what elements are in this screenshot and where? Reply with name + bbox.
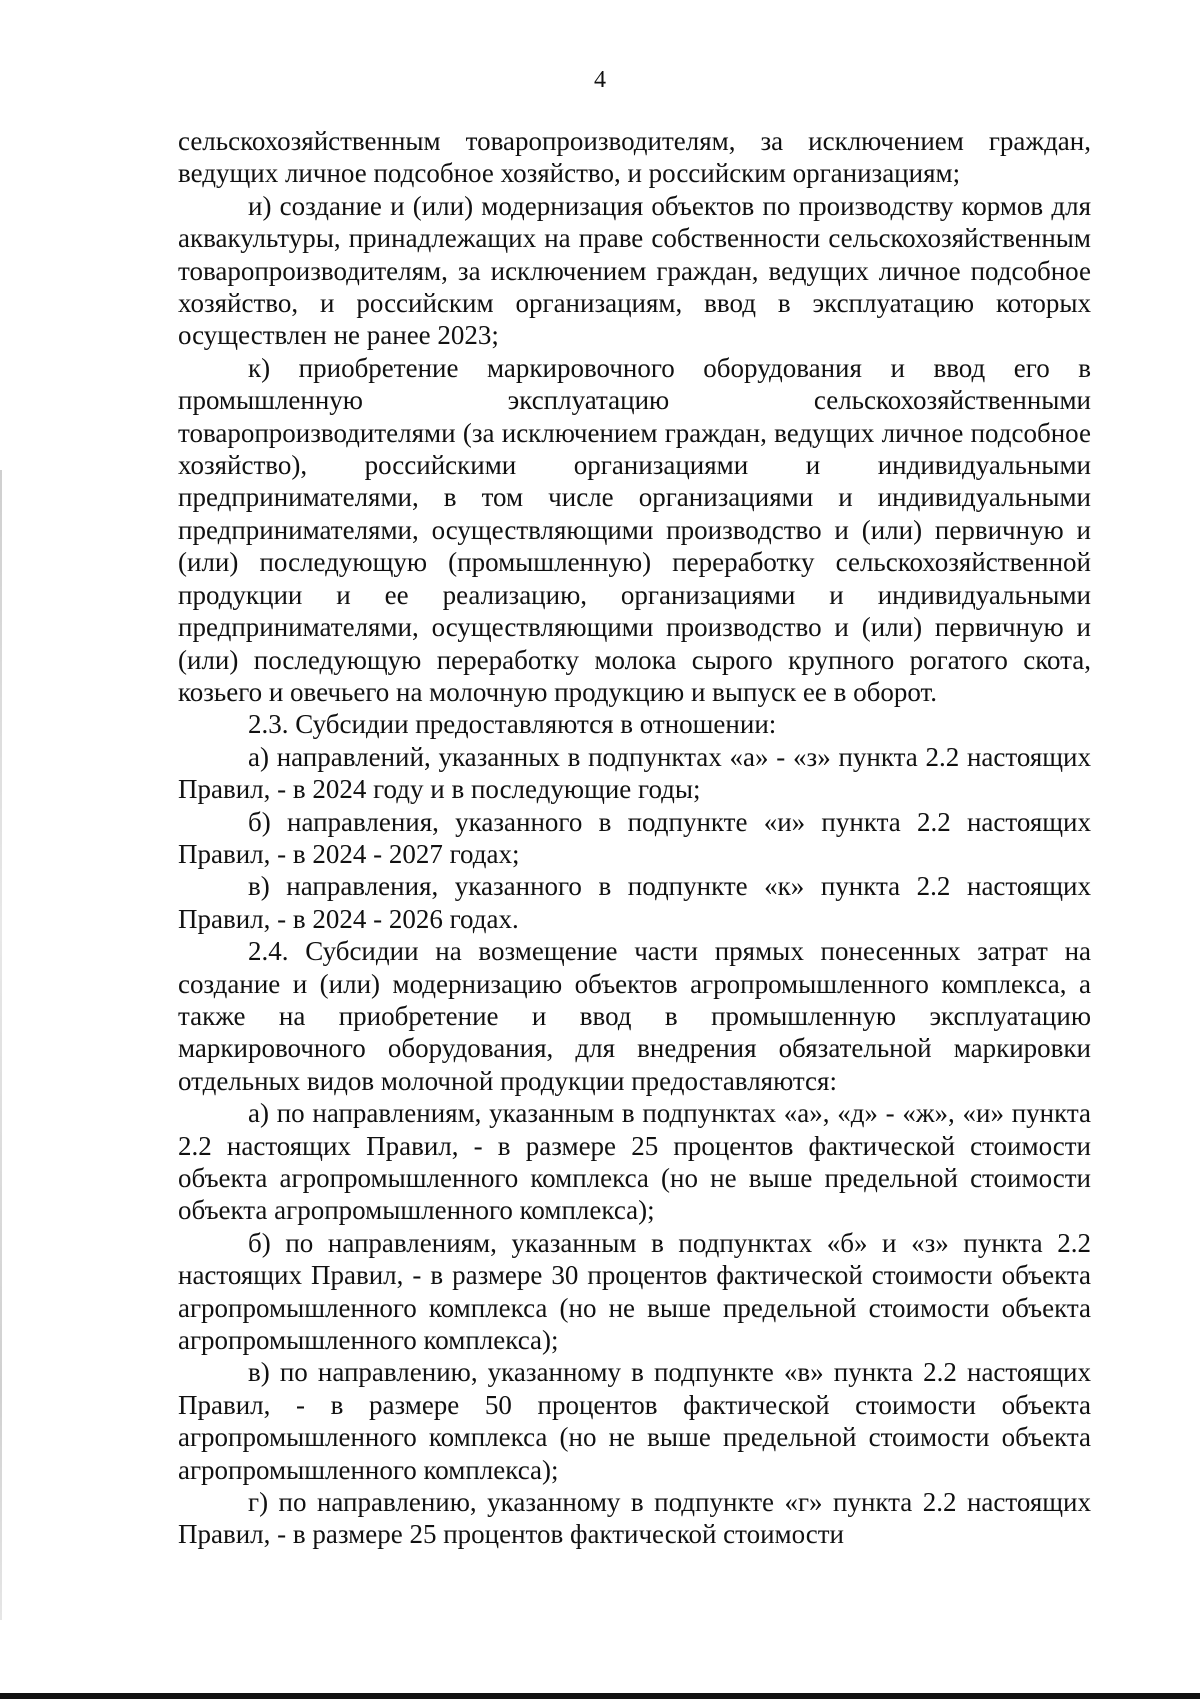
paragraph-item-v: в) направления, указанного в подпункте «к» пункта 2.2 настоящих Правил, - в 2024 - 2026 годах. — [178, 871, 1091, 934]
scan-edge-shadow — [0, 470, 2, 1620]
bottom-border-line — [0, 1693, 1200, 1699]
paragraph-item-b: б) направления, указанного в подпункте «и» пункта 2.2 настоящих Правил, - в 2024 - 2027 годах; — [178, 806, 1091, 869]
document-body — [178, 125, 1091, 1551]
paragraph-item-k: к) приобретение маркировочного оборудования и ввод его в промышленную эксплуатацию сельскохозяйственными товаропроизводителями (за исключением граждан, ведущих личное подсобное хозяйство), российскими организациями и индивидуальными предпринимателями, в том числе организациями и индивидуальными предпринимателями, осуществляющими производство и (или) первичную и (или) последующую (промышленную) переработку сельскохозяйственной продукции и ее реализацию, организациями и индивидуальными предпринимателями, осуществляющими производство и (или) первичную и (или) последующую переработку молока сырого крупного рогатого скота, козьего и овечьего на молочную продукцию и выпуск ее в оборот. — [178, 352, 1091, 707]
paragraph-item-g: г) по направлению, указанному в подпункте «г» пункта 2.2 настоящих Правил, - в размере 25 процентов фактической стоимости — [178, 1487, 1091, 1550]
paragraph-section-2-3: 2.3. Субсидии предоставляются в отношении: — [248, 709, 777, 740]
paragraph-item-b: б) по направлениям, указанным в подпунктах «б» и «з» пункта 2.2 настоящих Правил, - в размере 30 процентов фактической стоимости объекта агропромышленного комплекса (но не выше предельной стоимости объекта агропромышленного комплекса); — [178, 1227, 1091, 1356]
paragraph: сельскохозяйственным товаропроизводителям, за исключением граждан, ведущих личное подсобное хозяйство, и российским организациям; — [178, 126, 1091, 189]
paragraph-section-2-4: 2.4. Субсидии на возмещение части прямых понесенных затрат на создание и (или) модернизацию объектов агропромышленного комплекса, а также на приобретение и ввод в промышленную эксплуатацию маркировочного оборудования, для внедрения обязательной маркировки отдельных видов молочной продукции предоставляются: — [178, 936, 1091, 1096]
paragraph-item-a: а) по направлениям, указанным в подпунктах «а», «д» - «ж», «и» пункта 2.2 настоящих Правил, - в размере 25 процентов фактической стоимости объекта агропромышленного комплекса (но не выше предельной стоимости объекта агропромышленного комплекса); — [178, 1098, 1091, 1226]
page-number: 4 — [594, 67, 606, 93]
paragraph-item-a: а) направлений, указанных в подпунктах «а» - «з» пункта 2.2 настоящих Правил, - в 2024 году и в последующие годы; — [178, 741, 1091, 805]
paragraph-item-v: в) по направлению, указанному в подпункте «в» пункта 2.2 настоящих Правил, - в размере 50 процентов фактической стоимости объекта агропромышленного комплекса (но не выше предельной стоимости объекта агропромышленного комплекса); — [178, 1357, 1091, 1485]
paragraph-item-i: и) создание и (или) модернизация объектов по производству кормов для аквакультуры, принадлежащих на праве собственности сельскохозяйственным товаропроизводителям, за исключением граждан, ведущих личное подсобное хозяйство, и российским организациям, ввод в эксплуатацию которых осуществлен не ранее 2023; — [178, 190, 1091, 351]
